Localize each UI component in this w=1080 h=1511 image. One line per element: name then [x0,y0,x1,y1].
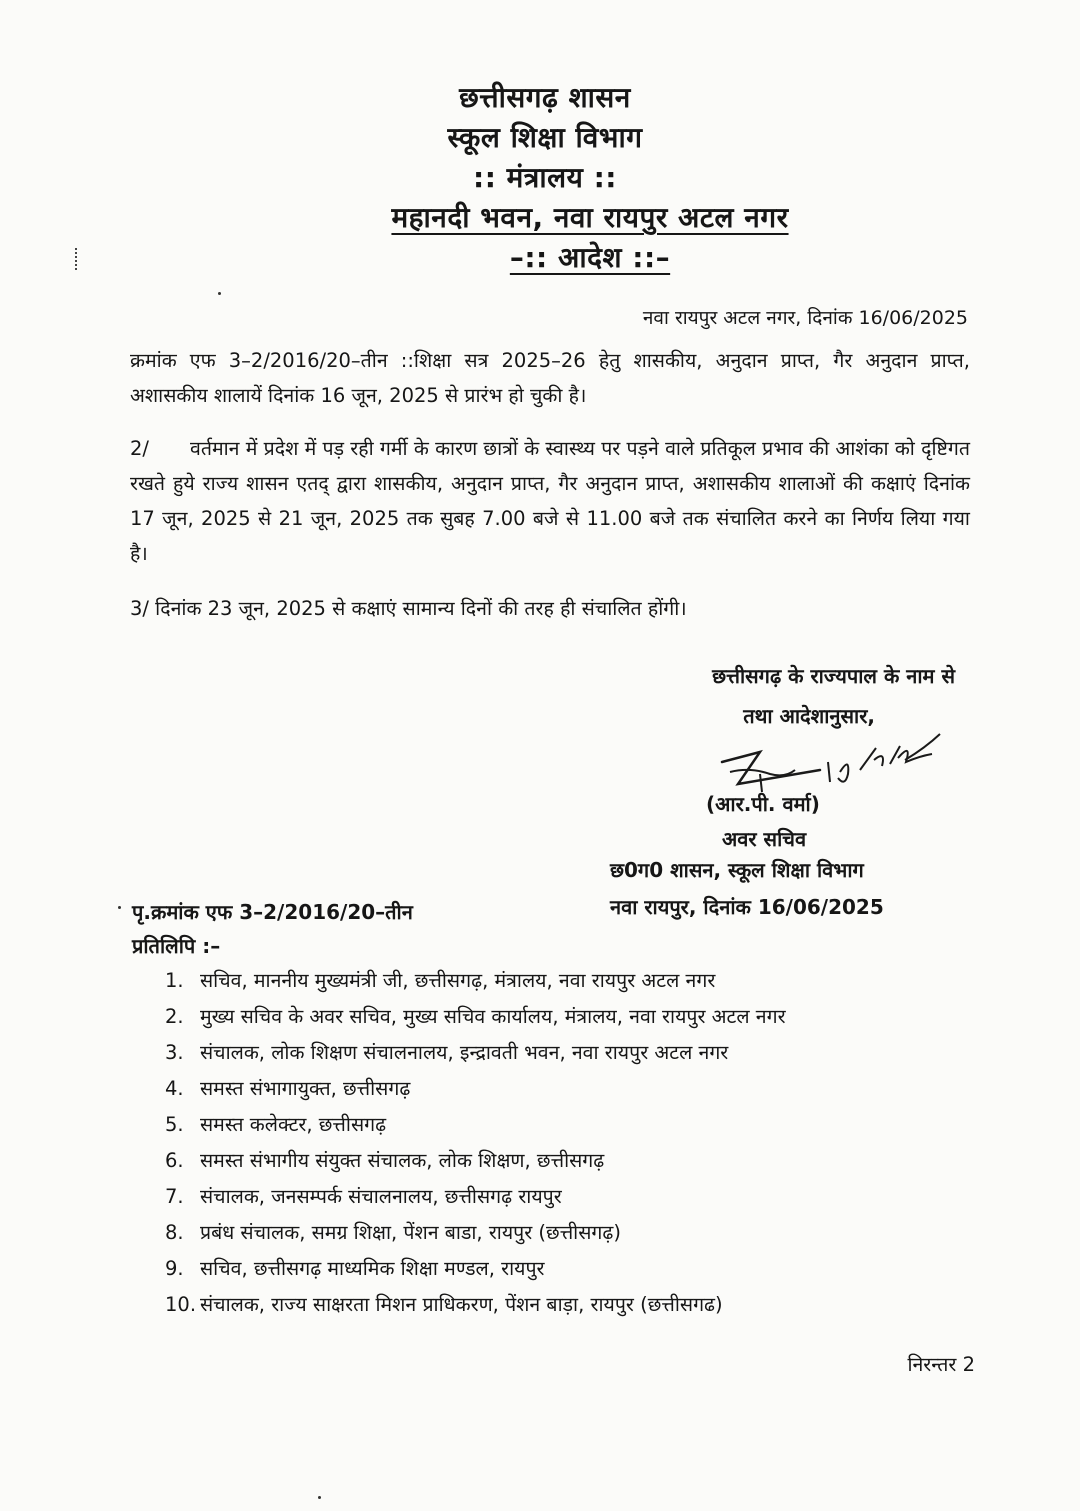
continued-note: निरन्तर 2 [907,1353,975,1376]
signatory-name: (आर.पी. वर्मा) [706,792,820,816]
paragraph-1: क्रमांक एफ 3–2/2016/20–तीन ::शिक्षा सत्र 2025–26 हेतु शासकीय, अनुदान प्राप्त, गैर अनुदान प्राप्त, अशासकीय शालायें दिनांक 16 जून, 2025 से प्रारंभ हो चुकी है। [130,349,970,407]
address-title: महानदी भवन, नवा रायपुर अटल नगर [391,201,789,234]
list-item: 9. सचिव, छत्तीसगढ़ माध्यमिक शिक्षा मण्डल, रायपुर [165,1257,545,1280]
order-title: –:: आदेश ::– [509,241,671,274]
ministry-title: :: मंत्रालय :: [473,161,617,194]
list-item: 2. मुख्य सचिव के अवर सचिव, मुख्य सचिव कार्यालय, मंत्रालय, नवा रायपुर अटल नगर [165,1005,786,1028]
paragraph-2 [130,431,970,571]
list-item: 3. संचालक, लोक शिक्षण संचालनालय, इन्द्रावती भवन, नवा रायपुर अटल नगर [165,1041,729,1064]
list-item: 5. समस्त कलेक्टर, छत्तीसगढ़ [165,1113,387,1136]
list-item: 10. संचालक, राज्य साक्षरता मिशन प्राधिकरण, पेंशन बाड़ा, रायपुर (छत्तीसगढ) [165,1293,723,1316]
signatory-date: नवा रायपुर, दिनांक 16/06/2025 [610,895,884,919]
paragraph-2-text: वर्तमान में प्रदेश में पड़ रही गर्मी के कारण छात्रों के स्वास्थ्य पर पड़ने वाले प्रतिकूल प्रभाव की आशंका को दृष्टिगत रखते हुये राज्य शासन एतद् द्वारा शासकीय, अनुदान प्राप्त, गैर अनुदान प्राप्त, अशासकीय शालाओं की कक्षाएं दिनांक 17 जून, 2025 से 21 जून, 2025 तक सुबह 7.00 बजे से 11.00 बजे तक संचालित करने का निर्णय लिया गया है। [130,437,970,565]
authority-line-1: छत्तीसगढ़ के राज्यपाल के नाम से [712,664,955,688]
scan-speck [218,292,221,295]
scan-speck [118,906,121,909]
list-item: 8. प्रबंध संचालक, समग्र शिक्षा, पेंशन बाडा, रायपुर (छत्तीसगढ़) [165,1221,621,1244]
copy-list [165,963,975,1323]
copy-heading: प्रतिलिपि :– [132,934,221,958]
department-title: स्कूल शिक्षा विभाग [447,121,643,154]
letterhead [0,78,1080,278]
endorsement-reference: पृ.क्रमांक एफ 3–2/2016/20–तीन [132,900,413,924]
paragraph-3: 3/ दिनांक 23 जून, 2025 से कक्षाएं सामान्य दिनों की तरह ही संचालित होंगी। [130,597,687,620]
list-item: 7. संचालक, जनसम्पर्क संचालनालय, छत्तीसगढ़ रायपुर [165,1185,562,1208]
paragraph-2-number: 2/ [130,437,149,460]
handwritten-signature [700,712,960,802]
signatory-designation: अवर सचिव [722,827,807,851]
list-item: 4. समस्त संभागायुक्त, छत्तीसगढ़ [165,1077,411,1100]
govt-title: छत्तीसगढ़ शासन [459,81,631,114]
list-item: 1. सचिव, माननीय मुख्यमंत्री जी, छत्तीसगढ़, मंत्रालय, नवा रायपुर अटल नगर [165,969,716,992]
order-date: नवा रायपुर अटल नगर, दिनांक 16/06/2025 [642,307,968,329]
scan-speck [318,1496,321,1499]
signatory-department: छ0ग0 शासन, स्कूल शिक्षा विभाग [610,858,864,882]
authority-line-2: तथा आदेशानुसार, [743,704,875,728]
list-item: 6. समस्त संभागीय संयुक्त संचालक, लोक शिक्षण, छत्तीसगढ़ [165,1149,605,1172]
